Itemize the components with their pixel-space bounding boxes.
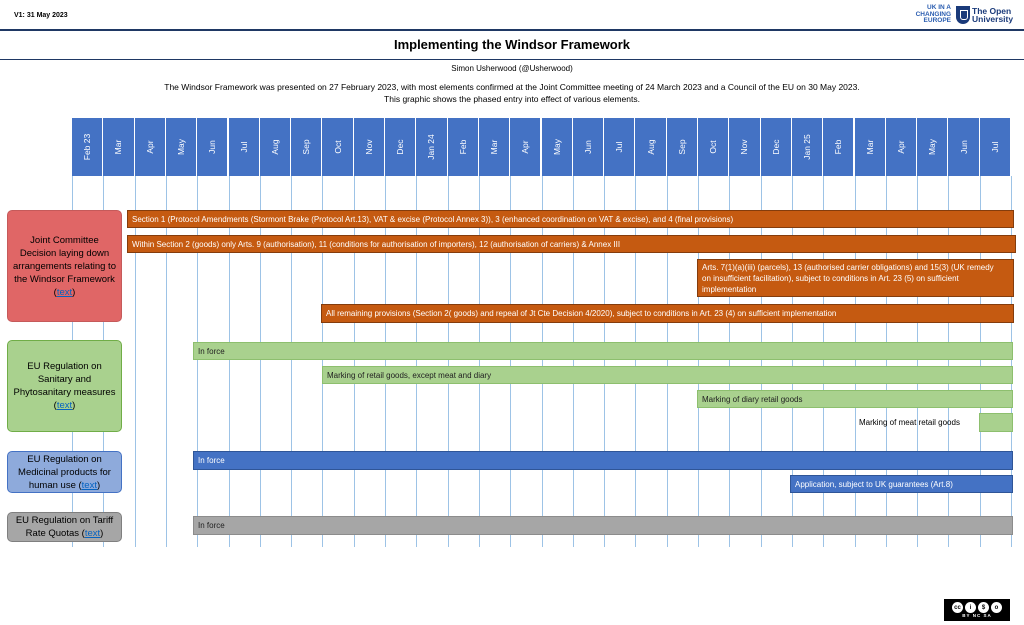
grid-line bbox=[479, 176, 480, 547]
text-link[interactable]: text bbox=[84, 528, 101, 539]
category-joint-committee: Joint Committee Decision laying down arrangements relating to the Windsor Framework (text) bbox=[7, 210, 122, 322]
cc-icon: cc bbox=[952, 602, 963, 613]
month-header: Jun bbox=[197, 118, 228, 176]
grid-line bbox=[698, 176, 699, 547]
month-header: Apr bbox=[135, 118, 166, 176]
grid-line bbox=[291, 176, 292, 547]
timeline-bar: In force bbox=[193, 451, 1013, 470]
grid-line bbox=[197, 176, 198, 547]
timeline-bar bbox=[979, 413, 1013, 432]
open-university-logo bbox=[956, 6, 1012, 24]
grid-line bbox=[604, 176, 605, 547]
grid-line bbox=[260, 176, 261, 547]
month-header: Jul bbox=[604, 118, 635, 176]
grid-line bbox=[166, 176, 167, 547]
title-rule bbox=[0, 59, 1024, 60]
month-header: Nov bbox=[354, 118, 385, 176]
month-header: Aug bbox=[260, 118, 291, 176]
version-label: V1: 31 May 2023 bbox=[14, 12, 68, 19]
month-header: Feb 23 bbox=[72, 118, 103, 176]
timeline-bar: Application, subject to UK guarantees (Art.8) bbox=[790, 475, 1013, 493]
by-icon: i bbox=[965, 602, 976, 613]
month-header: May bbox=[166, 118, 197, 176]
month-header: Jan 24 bbox=[416, 118, 447, 176]
category-label: EU Regulation on Tariff Rate Quotas bbox=[15, 515, 114, 539]
timeline-bar: Marking of diary retail goods bbox=[697, 390, 1013, 408]
top-rule bbox=[0, 29, 1024, 31]
month-header: Oct bbox=[698, 118, 729, 176]
month-header: May bbox=[917, 118, 948, 176]
grid-line bbox=[635, 176, 636, 547]
grid-line bbox=[354, 176, 355, 547]
grid-line bbox=[322, 176, 323, 547]
grid-line bbox=[667, 176, 668, 547]
grid-line bbox=[542, 176, 543, 547]
grid-line bbox=[729, 176, 730, 547]
grid-line bbox=[385, 176, 386, 547]
month-header: Aug bbox=[635, 118, 666, 176]
sa-icon: o bbox=[991, 602, 1002, 613]
month-header: Mar bbox=[855, 118, 886, 176]
month-header: May bbox=[542, 118, 573, 176]
timeline-bar: Section 1 (Protocol Amendments (Stormont Brake (Protocol Art.13), VAT & excise (Protocol Annex 3)), 3 (enhanced coordination on VAT & excise), and 4 (final provisions) bbox=[127, 210, 1014, 228]
month-header: Jun bbox=[573, 118, 604, 176]
category-label: EU Regulation on Sanitary and Phytosanitary measures bbox=[13, 361, 116, 398]
timeline-bar-label: Marking of meat retail goods bbox=[859, 418, 960, 427]
month-header: Dec bbox=[385, 118, 416, 176]
grid-line bbox=[573, 176, 574, 547]
intro-line-1: The Windsor Framework was presented on 27 February 2023, with most elements confirmed at the Joint Committee meeting of 24 March 2023 and a Council of the EU on 30 May 2023. bbox=[164, 82, 860, 92]
month-header: Jan 25 bbox=[792, 118, 823, 176]
author-credit: Simon Usherwood (@Usherwood) bbox=[451, 64, 573, 73]
month-header: Dec bbox=[761, 118, 792, 176]
ukice-logo bbox=[915, 5, 951, 25]
text-link[interactable]: text bbox=[81, 479, 97, 491]
timeline-bar: Arts. 7(1)(a)(iii) (parcels), 13 (authorised carrier obligations) and 15(3) (UK remedy on insufficient facilitation), subject to conditions in Art. 23 (5) on sufficient implementation bbox=[697, 259, 1014, 297]
timeline-bar: Marking of retail goods, except meat and diary bbox=[322, 366, 1013, 384]
creative-commons-badge bbox=[944, 599, 1010, 621]
month-header: Jul bbox=[229, 118, 260, 176]
grid-line bbox=[761, 176, 762, 547]
category-medicinal-regulation: EU Regulation on Medicinal products for human use (text) bbox=[7, 451, 122, 493]
month-header: Mar bbox=[479, 118, 510, 176]
timeline-bar: In force bbox=[193, 342, 1013, 360]
month-header: Feb bbox=[448, 118, 479, 176]
month-header: Apr bbox=[510, 118, 541, 176]
month-header: Apr bbox=[886, 118, 917, 176]
license-caption: BY NC SA bbox=[962, 613, 992, 618]
month-header: Jun bbox=[948, 118, 979, 176]
category-trq-regulation: EU Regulation on Tariff Rate Quotas (text) bbox=[7, 512, 122, 542]
intro-line-2: This graphic shows the phased entry into effect of various elements. bbox=[384, 94, 640, 104]
timeline-bar: Within Section 2 (goods) only Arts. 9 (authorisation), 11 (conditions for authorisation of importers), 12 (authorisation of carriers) & Annex III bbox=[127, 235, 1016, 253]
page-title: Implementing the Windsor Framework bbox=[393, 37, 631, 52]
category-label: Joint Committee Decision laying down arrangements relating to the Windsor Framework bbox=[13, 234, 116, 285]
grid-line bbox=[229, 176, 230, 547]
category-label: EU Regulation on Medicinal products for human use bbox=[18, 453, 111, 491]
intro-text bbox=[0, 81, 1024, 105]
ou-logo-text: The Open University bbox=[972, 5, 1014, 24]
month-header: Mar bbox=[103, 118, 134, 176]
grid-line bbox=[510, 176, 511, 547]
text-link[interactable]: text bbox=[56, 286, 73, 298]
text-link[interactable]: text bbox=[56, 400, 73, 411]
nc-icon: $ bbox=[978, 602, 989, 613]
grid-line bbox=[448, 176, 449, 547]
month-header: Sep bbox=[291, 118, 322, 176]
month-header: Feb bbox=[823, 118, 854, 176]
month-header: Nov bbox=[729, 118, 760, 176]
grid-line bbox=[135, 176, 136, 547]
logos bbox=[915, 5, 1012, 25]
category-sps-regulation: EU Regulation on Sanitary and Phytosanitary measures (text) bbox=[7, 340, 122, 432]
month-header: Oct bbox=[322, 118, 353, 176]
month-header: Jul bbox=[980, 118, 1011, 176]
month-header: Sep bbox=[667, 118, 698, 176]
timeline-bar: In force bbox=[193, 516, 1013, 535]
ukice-logo-text: UK IN A CHANGING EUROPE bbox=[915, 4, 951, 25]
grid-line bbox=[416, 176, 417, 547]
ou-shield-icon bbox=[956, 6, 970, 24]
timeline-bar: All remaining provisions (Section 2( goods) and repeal of Jt Cte Decision 4/2020), subject to conditions in Art. 23 (4) on sufficient implementation bbox=[321, 304, 1014, 323]
